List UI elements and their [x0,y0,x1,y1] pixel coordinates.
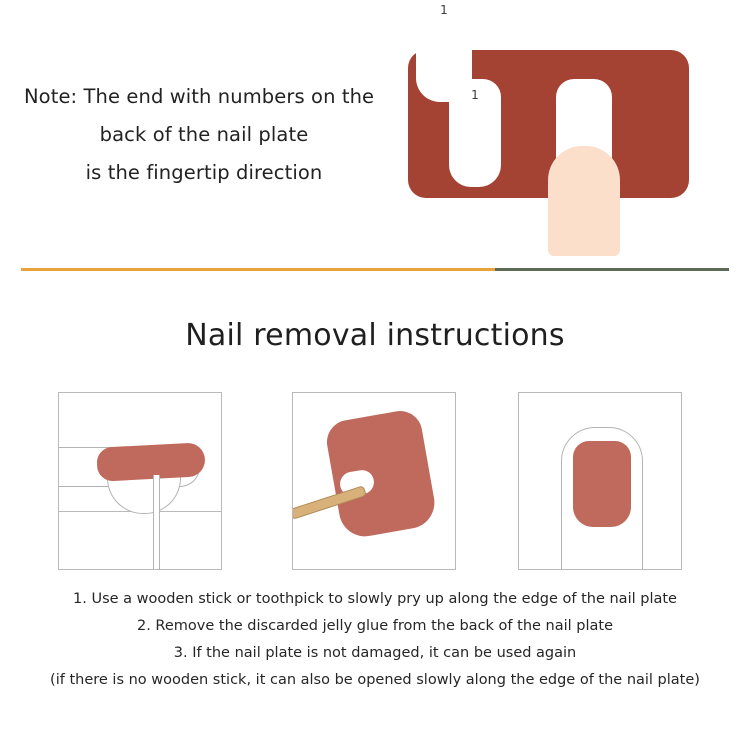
caption-step-3: 3. If the nail plate is not damaged, it can be used again [173,645,577,661]
note-text-block [18,78,390,192]
step-image-2 [292,392,456,570]
finger-nail-plate [416,0,472,102]
nail-slot-left-number: 1 [471,88,479,102]
step-image-3 [518,392,682,570]
page-title: Nail removal instructions [185,318,565,353]
step2-nail-plate [323,408,438,541]
step1-wooden-stick [153,475,160,569]
note-line-2: back of the nail plate [99,123,309,146]
step-image-1 [58,392,222,570]
divider-segment-right [495,268,729,271]
nail-slot-right-number: 1 [440,3,448,17]
steps-row [0,392,750,570]
nail-plate-card [408,3,689,198]
caption-note: (if there is no wooden stick, it can also be opened slowly along the edge of the nail plate) [50,672,700,688]
note-line-1: Note: The end with numbers on the [24,85,375,108]
caption-step-1: 1. Use a wooden stick or toothpick to slowly pry up along the edge of the nail plate [73,591,677,607]
caption-step-2: 2. Remove the discarded jelly glue from the back of the nail plate [136,618,614,634]
note-line-3: is the fingertip direction [85,161,323,184]
divider-segment-left [21,268,495,271]
step1-nail-plate [96,442,206,482]
note-section [0,3,750,250]
finger-illustration [548,146,620,256]
section-divider [21,268,729,271]
step3-nail-plate [573,441,631,527]
caption-block [0,586,750,694]
